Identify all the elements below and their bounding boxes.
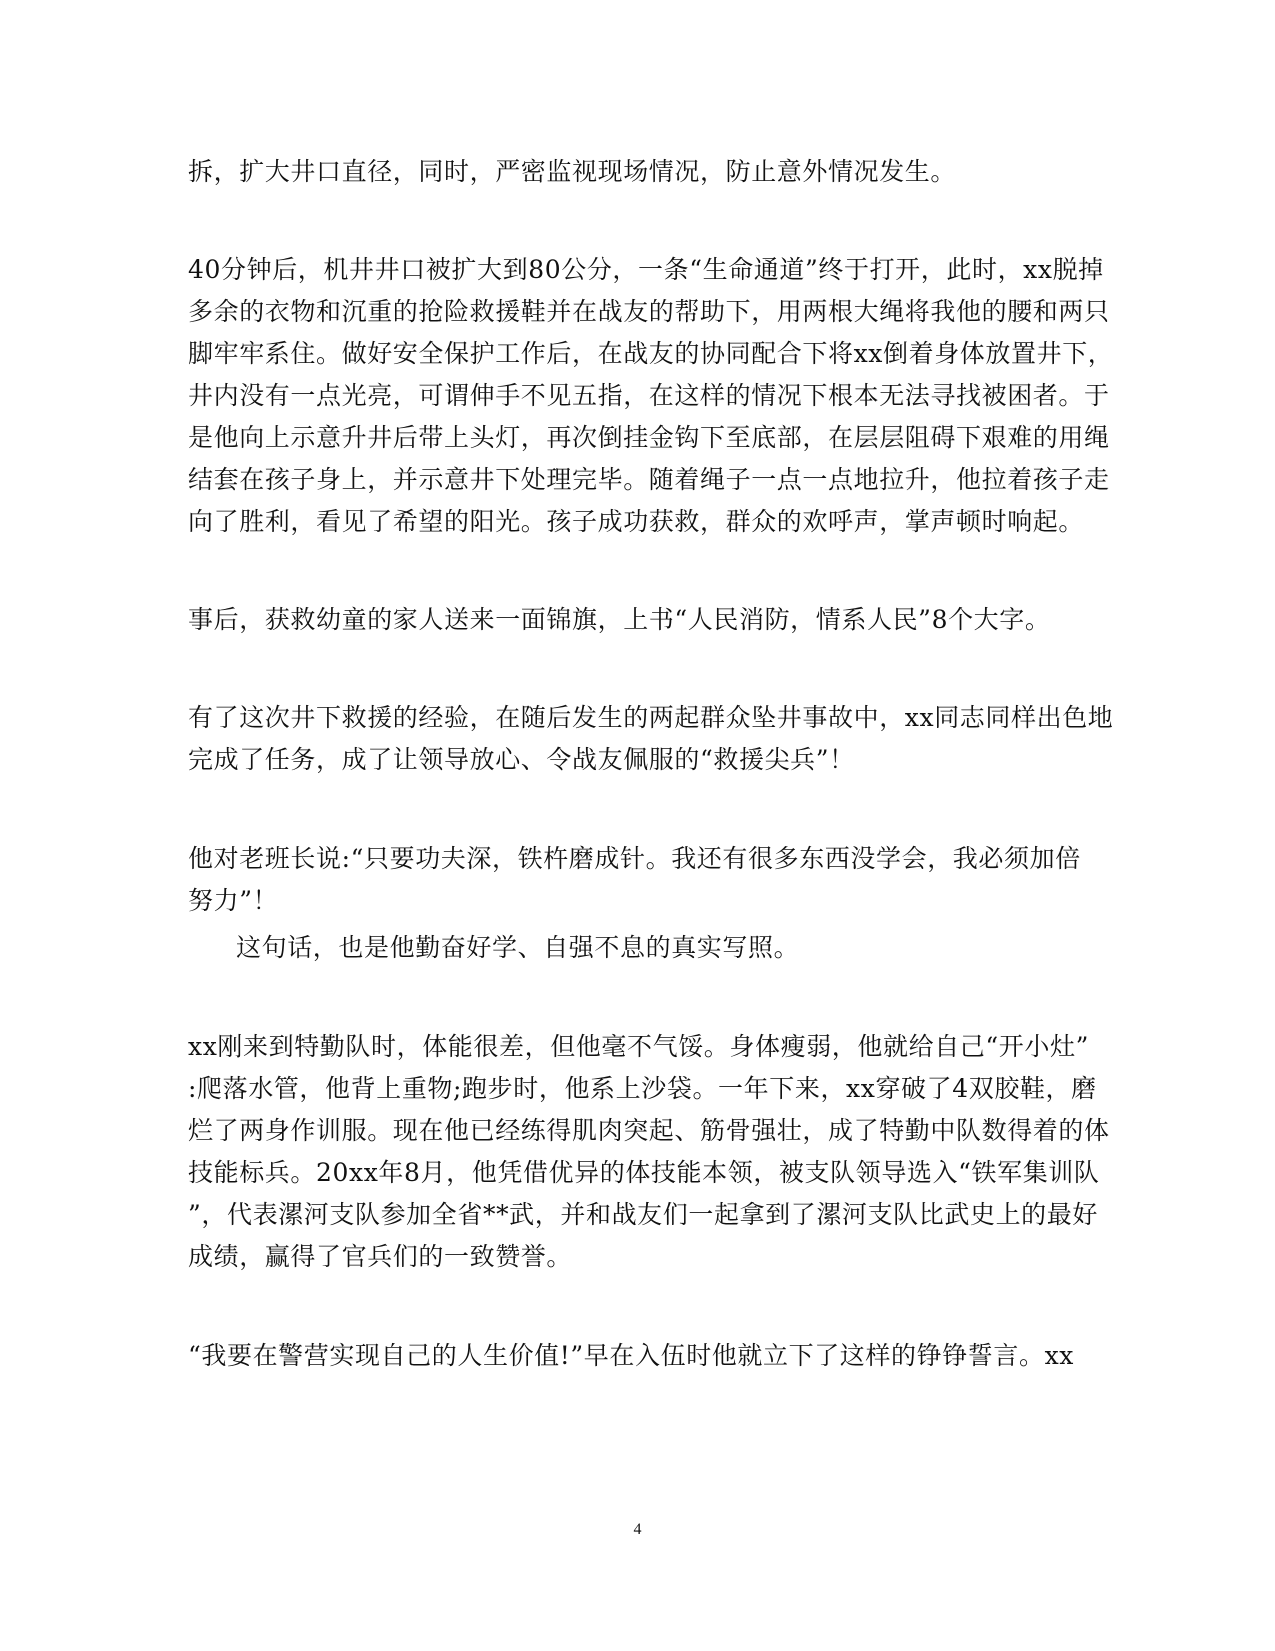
text-line: 结套在孩子身上，并示意井下处理完毕。随着绳子一点一点地拉升，他拉着孩子走 — [188, 465, 1110, 494]
text-line: 有了这次井下救援的经验，在随后发生的两起群众坠井事故中，xx同志同样出色地 — [188, 703, 1114, 732]
text-line: 事后，获救幼童的家人送来一面锦旗，上书“人民消防，情系人民”8个大字。 — [188, 605, 1051, 634]
text-line: :爬落水管，他背上重物;跑步时，他系上沙袋。一年下来，xx穿破了4双胶鞋，磨 — [188, 1074, 1097, 1103]
text-line: xx刚来到特勤队时，体能很差，但他毫不气馁。身体瘦弱，他就给自己“开小灶” — [188, 1032, 1089, 1061]
text-line: 这句话，也是他勤奋好学、自强不息的真实写照。 — [236, 933, 800, 962]
text-line: 他对老班长说:“只要功夫深，铁杵磨成针。我还有很多东西没学会，我必须加倍 — [188, 844, 1081, 873]
text-line: 完成了任务，成了让领导放心、令战友佩服的“救援尖兵”！ — [188, 745, 855, 774]
text-line: 向了胜利，看见了希望的阳光。孩子成功获救，群众的欢呼声，掌声顿时响起。 — [188, 507, 1085, 536]
text-line: ”，代表漯河支队参加全省**武，并和战友们一起拿到了漯河支队比武史上的最好 — [188, 1200, 1098, 1229]
text-line: “我要在警营实现自己的人生价值!”早在入伍时他就立下了这样的铮铮誓言。xx — [188, 1341, 1075, 1370]
text-line: 井内没有一点光亮，可谓伸手不见五指，在这样的情况下根本无法寻找被困者。于 — [188, 381, 1110, 410]
text-line: 多余的衣物和沉重的抢险救援鞋并在战友的帮助下，用两根大绳将我他的腰和两只 — [188, 297, 1110, 326]
text-line: 40分钟后，机井井口被扩大到80公分，一条“生命通道”终于打开，此时，xx脱掉 — [188, 255, 1104, 284]
text-line: 努力”！ — [188, 886, 279, 915]
text-line: 脚牢牢系住。做好安全保护工作后，在战友的协同配合下将xx倒着身体放置井下， — [188, 339, 1114, 368]
text-line: 成绩，赢得了官兵们的一致赞誉。 — [188, 1242, 573, 1271]
text-line: 是他向上示意升井后带上头灯，再次倒挂金钩下至底部，在层层阻碍下艰难的用绳 — [188, 423, 1110, 452]
text-line: 烂了两身作训服。现在他已经练得肌肉突起、筋骨强壮，成了特勤中队数得着的体 — [188, 1116, 1110, 1145]
page-number: 4 — [633, 1521, 642, 1538]
text-line: 技能标兵。20xx年8月，他凭借优异的体技能本领，被支队领导选入“铁军集训队 — [188, 1158, 1100, 1187]
text-line: 拆，扩大井口直径，同时，严密监视现场情况，防止意外情况发生。 — [188, 157, 957, 186]
